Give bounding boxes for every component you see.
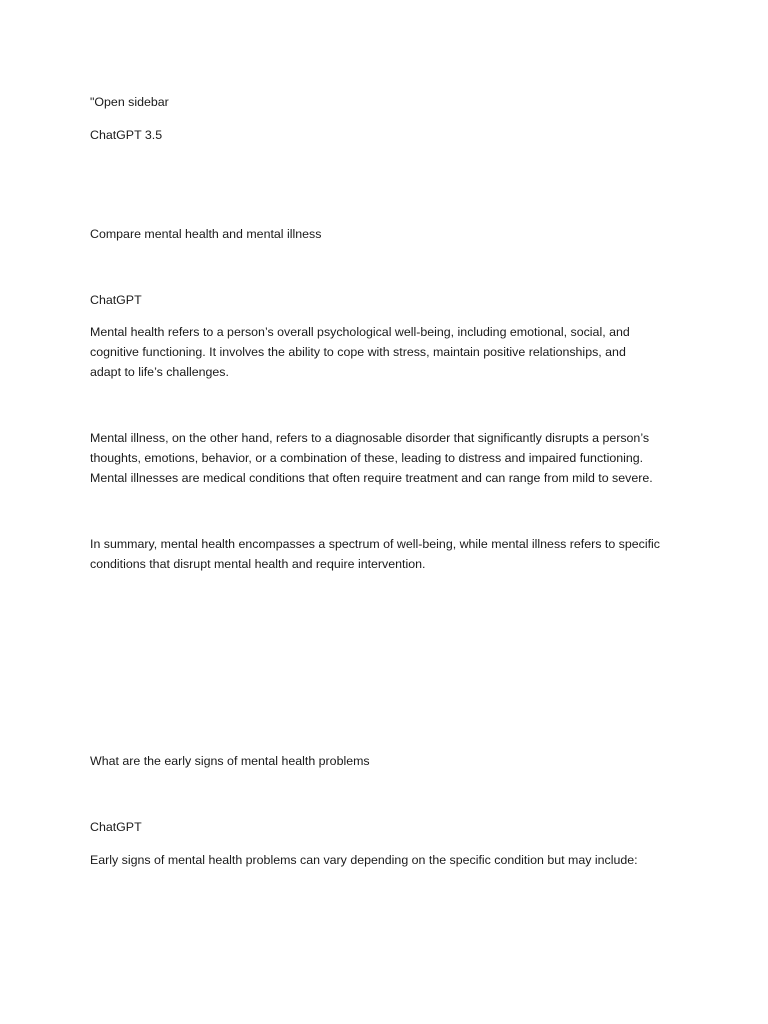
- paragraph-line: Mental health refers to a person’s overall psychological well-being, including emotional, social, and: [90, 325, 630, 339]
- paragraph-line: Mental illness, on the other hand, refers to a diagnosable disorder that significantly disrupts a person’s: [90, 431, 650, 445]
- response-author: ChatGPT: [90, 820, 142, 834]
- paragraph-line: In summary, mental health encompasses a spectrum of well-being, while mental illness refers to specific: [90, 537, 660, 551]
- paragraph-line: cognitive functioning. It involves the ability to cope with stress, maintain positive relationships, and: [90, 345, 626, 359]
- paragraph-line: Early signs of mental health problems can vary depending on the specific condition but may include:: [90, 853, 638, 867]
- paragraph-line: thoughts, emotions, behavior, or a combination of these, leading to distress and impaired functioning.: [90, 451, 644, 465]
- response-paragraph: [90, 322, 690, 382]
- response-author: ChatGPT: [90, 293, 142, 307]
- paragraph-line: Mental illnesses are medical conditions that often require treatment and can range from mild to severe.: [90, 471, 653, 485]
- user-prompt: Compare mental health and mental illness: [90, 227, 322, 241]
- open-sidebar-text: "Open sidebar: [90, 95, 169, 109]
- paragraph-line: conditions that disrupt mental health and require intervention.: [90, 557, 426, 571]
- response-paragraph: [90, 428, 690, 488]
- model-name: ChatGPT 3.5: [90, 128, 163, 142]
- paragraph-line: adapt to life’s challenges.: [90, 365, 229, 379]
- user-prompt: What are the early signs of mental health problems: [90, 754, 370, 768]
- response-paragraph: [90, 534, 690, 574]
- response-paragraph: [90, 850, 690, 870]
